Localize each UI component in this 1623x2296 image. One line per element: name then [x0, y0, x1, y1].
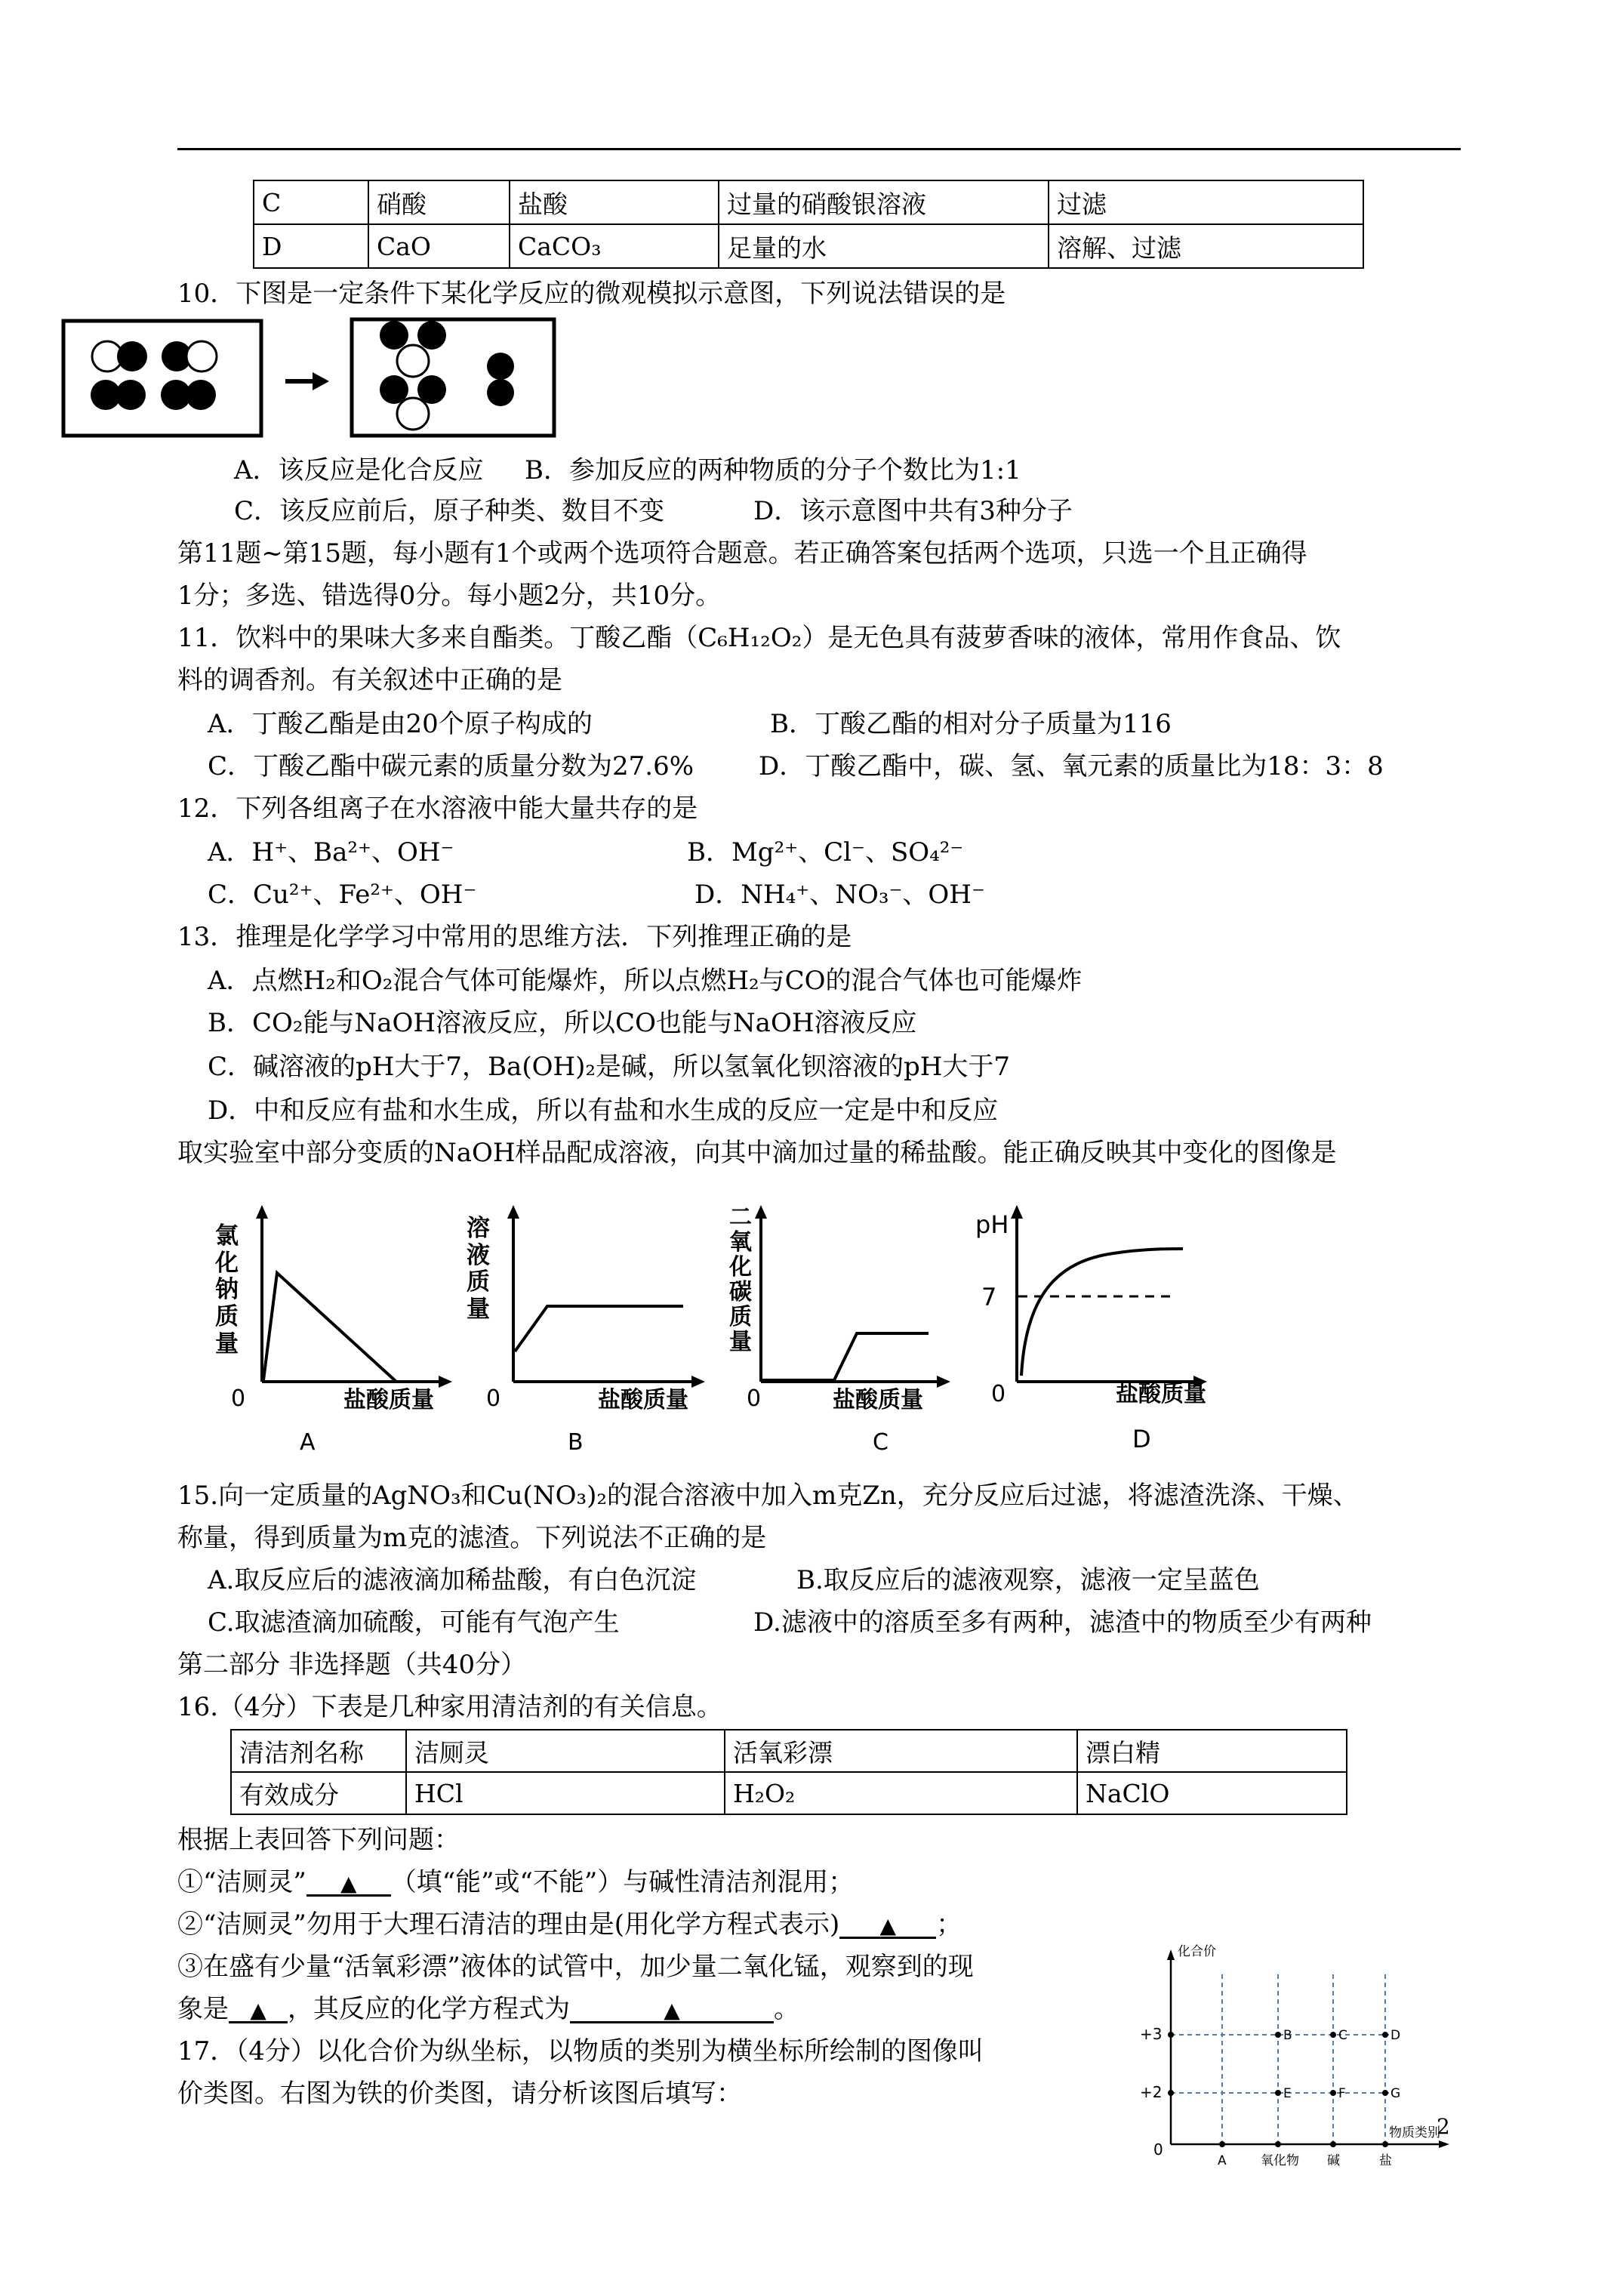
cleaner-table — [230, 1729, 1347, 1815]
q11-opt-c: C．丁酸乙酯中碳元素的质量分数为27.6% — [208, 751, 694, 781]
q16-lead: 根据上表回答下列问题： — [177, 1825, 460, 1855]
table-cell: CaCO₃ — [510, 224, 719, 268]
x-tick-label: 碱 — [1327, 2153, 1340, 2167]
q11-stem-line1: 11．饮料中的果味大多来自酯类。丁酸乙酯（C₆H₁₂O₂）是无色具有菠萝香味的液体，常用作食品、饮 — [177, 623, 1341, 653]
q13-opt-b: B．CO₂能与NaOH溶液反应，所以CO也能与NaOH溶液反应 — [208, 1008, 917, 1038]
point-f — [1330, 2090, 1336, 2096]
graph-a-origin: 0 — [231, 1385, 246, 1412]
q15-opt-a: A.取反应后的滤液滴加稀盐酸，有白色沉淀 — [208, 1565, 697, 1595]
point-label-d: D — [1390, 2028, 1401, 2043]
curve-a — [263, 1273, 396, 1382]
arrow-head-icon — [1167, 1949, 1175, 1960]
page-number: 2 — [1437, 2114, 1450, 2139]
tick-dot — [1168, 2090, 1174, 2096]
q14-graphs — [192, 1200, 1249, 1465]
q12-stem: 12．下列各组离子在水溶液中能大量共存的是 — [177, 794, 698, 824]
y-tick-label: +2 — [1140, 2083, 1163, 2101]
point-g — [1382, 2090, 1388, 2096]
q16-subq2-text-end: ； — [936, 1909, 962, 1940]
x-tick-label: 氧化物 — [1261, 2153, 1299, 2167]
q13-opt-c: C．碱溶液的pH大于7，Ba(OH)₂是碱，所以氢氧化钡溶液的pH大于7 — [208, 1052, 1011, 1082]
q15-stem-line2: 称量，得到质量为m克的滤渣。下列说法不正确的是 — [177, 1523, 767, 1553]
white-atom — [397, 398, 429, 430]
q11-opt-a: A．丁酸乙酯是由20个原子构成的 — [208, 709, 593, 739]
answer-blank[interactable]: ▲ — [306, 1873, 391, 1897]
q11-opt-b: B．丁酸乙酯的相对分子质量为116 — [770, 709, 1172, 739]
table-cell: D — [254, 224, 368, 268]
graph-d-ref-label: 7 — [981, 1283, 997, 1311]
reaction-micro-diagram — [60, 317, 559, 442]
answer-blank[interactable]: ▲ — [570, 2000, 774, 2023]
arrow-head-icon — [313, 372, 329, 390]
black-atom — [117, 341, 147, 371]
black-atom — [487, 379, 514, 406]
point-label-e: E — [1283, 2086, 1292, 2101]
black-atom — [417, 321, 446, 350]
table-cell: 硝酸 — [368, 180, 510, 224]
graph-b-letter: B — [568, 1429, 584, 1456]
graph-b-ylabel: 溶液质量 — [467, 1215, 490, 1323]
part2-heading: 第二部分 非选择题（共40分） — [177, 1650, 527, 1680]
arrow-head-icon — [1011, 1205, 1023, 1219]
table-row — [254, 180, 1363, 224]
q12-opt-a: A．H⁺、Ba²⁺、OH⁻ — [208, 837, 454, 868]
q13-opt-a: A．点燃H₂和O₂混合气体可能爆炸，所以点燃H₂与CO的混合气体也可能爆炸 — [208, 966, 1083, 996]
graph-c — [755, 1205, 950, 1388]
graph-d-xlabel: 盐酸质量 — [1116, 1381, 1206, 1407]
black-atom — [380, 321, 408, 350]
arrow-head-icon — [439, 1376, 452, 1388]
point-label-c: C — [1338, 2028, 1347, 2043]
q16-subq1-text-end: （填“能”或“不能”）与碱性清洁剂混用； — [390, 1867, 855, 1897]
table-row — [254, 224, 1363, 268]
q16-subq1 — [177, 1869, 854, 1897]
point-label-f: F — [1338, 2086, 1346, 2101]
tick-dot — [1168, 2032, 1174, 2038]
tick-dot — [1219, 2141, 1225, 2147]
point-c — [1330, 2032, 1336, 2038]
table-cell: 清洁剂名称 — [231, 1730, 406, 1772]
arrow-head-icon — [1439, 2140, 1449, 2148]
white-atom — [397, 345, 429, 377]
q16-subq2-text: ②“洁厕灵”勿用于大理石清洁的理由是(用化学方程式表示) — [177, 1909, 840, 1940]
tick-dot — [1330, 2141, 1336, 2147]
graph-b-xlabel: 盐酸质量 — [598, 1387, 688, 1413]
q16-subq3-line2 — [177, 1996, 799, 2023]
graph-b-origin: 0 — [486, 1385, 501, 1412]
table-cell: 有效成分 — [231, 1772, 406, 1814]
q10-opt-a: A．该反应是化合反应 — [234, 455, 484, 485]
graph-c-origin: 0 — [747, 1385, 762, 1412]
graph-d-letter: D — [1132, 1425, 1151, 1453]
graph-a-xlabel: 盐酸质量 — [343, 1387, 434, 1413]
table-cell: CaO — [368, 224, 510, 268]
reactant-box — [63, 321, 261, 436]
q14-stem: 取实验室中部分变质的NaOH样品配成溶液，向其中滴加过量的稀盐酸。能正确反映其中变化的图像是 — [177, 1138, 1337, 1168]
white-atom — [186, 341, 217, 371]
q13-opt-d: D．中和反应有盐和水生成，所以有盐和水生成的反应一定是中和反应 — [208, 1096, 999, 1126]
q10-opt-b: B．参加反应的两种物质的分子个数比为1:1 — [525, 455, 1021, 485]
arrow-head-icon — [691, 1376, 705, 1388]
q16-subq1-text: ①“洁厕灵” — [177, 1867, 306, 1897]
table-cell: H₂O₂ — [725, 1772, 1077, 1814]
table-cell: 盐酸 — [510, 180, 719, 224]
separation-table — [253, 180, 1364, 269]
graph-b — [507, 1205, 705, 1388]
q17-stem-line2: 价类图。右图为铁的价类图，请分析该图后填写： — [177, 2079, 742, 2109]
q15-opt-b: B.取反应后的滤液观察，滤液一定呈蓝色 — [796, 1565, 1260, 1595]
tick-dot — [1382, 2141, 1388, 2147]
table-cell: 过滤 — [1049, 180, 1363, 224]
point-label-b: B — [1283, 2028, 1292, 2043]
q12-opt-c: C．Cu²⁺、Fe²⁺、OH⁻ — [208, 880, 477, 910]
table-cell: 足量的水 — [719, 224, 1049, 268]
y-tick-label: +3 — [1140, 2025, 1163, 2043]
graph-c-letter: C — [873, 1429, 888, 1456]
iron-valence-chart — [1132, 1940, 1480, 2167]
q16-stem: 16.（4分）下表是几种家用清洁剂的有关信息。 — [177, 1692, 722, 1722]
graph-c-xlabel: 盐酸质量 — [833, 1387, 923, 1413]
q10-opt-d: D．该示意图中共有3种分子 — [753, 496, 1073, 526]
q11-opt-d: D．丁酸乙酯中，碳、氢、氧元素的质量比为18：3：8 — [759, 751, 1384, 781]
q16-subq2 — [177, 1909, 962, 1940]
table-cell: HCl — [406, 1772, 725, 1814]
q13-stem: 13．推理是化学学习中常用的思维方法．下列推理正确的是 — [177, 922, 852, 952]
q12-opt-b: B．Mg²⁺、Cl⁻、SO₄²⁻ — [687, 837, 964, 868]
chart-xlabel: 物质类别 — [1389, 2125, 1440, 2140]
graph-a — [256, 1205, 452, 1388]
table-cell: 过量的硝酸银溶液 — [719, 180, 1049, 224]
table-cell: 溶解、过滤 — [1049, 224, 1363, 268]
point-d — [1382, 2032, 1388, 2038]
table-cell: 洁厕灵 — [406, 1730, 725, 1772]
tick-dot — [1275, 2141, 1281, 2147]
arrow-head-icon — [507, 1205, 519, 1219]
table-row — [231, 1730, 1347, 1772]
table-cell: C — [254, 180, 368, 224]
table-cell: 活氧彩漂 — [725, 1730, 1077, 1772]
section-note-line2: 1分；多选、错选得0分。每小题2分，共10分。 — [177, 581, 722, 611]
q16-subq3-text: 象是 — [177, 1994, 229, 2024]
point-b — [1275, 2032, 1281, 2038]
graph-d — [1011, 1205, 1207, 1388]
q12-opt-d: D．NH₄⁺、NO₃⁻、OH⁻ — [694, 880, 985, 910]
arrow-head-icon — [937, 1376, 950, 1388]
q16-subq3-text-mid: ，其反应的化学方程式为 — [288, 1994, 570, 2024]
chart-ylabel: 化合价 — [1178, 1944, 1216, 1959]
graph-d-ylabel: pH — [975, 1210, 1009, 1239]
q17-stem-line1: 17．（4分）以化合价为纵坐标，以物质的类别为横坐标所绘制的图像叫 — [177, 2036, 984, 2066]
q15-opt-c: C.取滤渣滴加硫酸，可能有气泡产生 — [208, 1607, 620, 1638]
curve-c — [762, 1333, 929, 1380]
point-e — [1275, 2090, 1281, 2096]
q16-subq3-text-end: 。 — [774, 1994, 799, 2024]
table-cell: 漂白精 — [1077, 1730, 1347, 1772]
section-note-line1: 第11题~第15题，每小题有1个或两个选项符合题意。若正确答案包括两个选项，只选一个且正确得 — [177, 538, 1307, 569]
q10-stem: 10．下图是一定条件下某化学反应的微观模拟示意图，下列说法错误的是 — [177, 279, 1006, 309]
answer-blank[interactable]: ▲ — [229, 2000, 288, 2023]
curve-b — [515, 1306, 683, 1351]
graph-d-origin: 0 — [991, 1381, 1006, 1407]
answer-blank[interactable]: ▲ — [839, 1915, 936, 1939]
x-tick-label: 盐 — [1379, 2153, 1392, 2167]
table-row — [231, 1772, 1347, 1814]
point-label-g: G — [1390, 2086, 1401, 2101]
q15-opt-d: D.滤液中的溶质至多有两种，滤渣中的物质至少有两种 — [753, 1607, 1372, 1638]
chart-origin: 0 — [1153, 2140, 1163, 2159]
table-cell: NaClO — [1077, 1772, 1347, 1814]
graph-a-letter: A — [300, 1429, 316, 1456]
x-tick-label: A — [1218, 2153, 1227, 2167]
black-atom — [115, 380, 146, 410]
q15-stem-line1: 15.向一定质量的AgNO₃和Cu(NO₃)₂的混合溶液中加入m克Zn，充分反应后过滤，将滤渣洗涤、干燥、 — [177, 1481, 1359, 1511]
arrow-head-icon — [256, 1205, 268, 1219]
q10-opt-c: C．该反应前后，原子种类、数目不变 — [234, 496, 665, 526]
graph-a-ylabel: 氯化钠质量 — [215, 1222, 239, 1358]
q16-subq3-line1: ③在盛有少量“活氧彩漂”液体的试管中，加少量二氧化锰，观察到的现 — [177, 1952, 974, 1982]
q11-stem-line2: 料的调香剂。有关叙述中正确的是 — [177, 665, 562, 695]
graph-c-ylabel: 二氧化碳质量 — [729, 1204, 752, 1355]
black-atom — [487, 353, 514, 380]
black-atom — [186, 380, 216, 410]
curve-d — [1021, 1249, 1183, 1376]
header-rule — [177, 148, 1461, 150]
